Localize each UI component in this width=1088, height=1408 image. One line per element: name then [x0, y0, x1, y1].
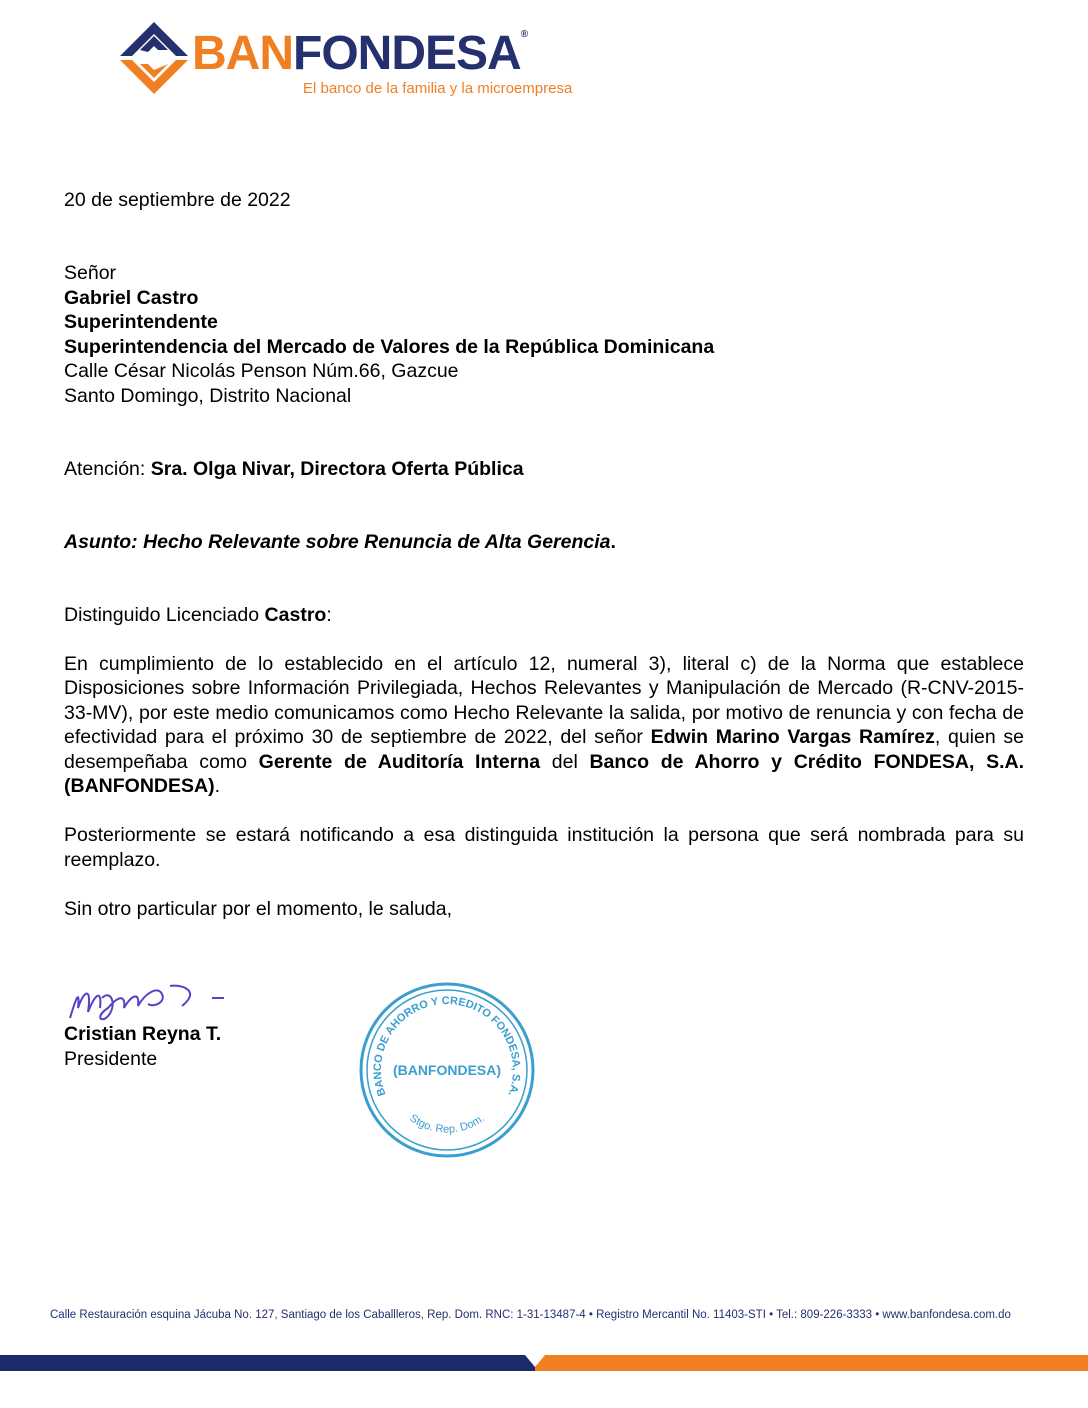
- stamp-bottom-text: Stgo. Rep. Dom.: [407, 1112, 487, 1136]
- banfondesa-logo-icon: [118, 20, 190, 96]
- p1-text-c: del: [540, 750, 590, 773]
- brand-name: [192, 27, 528, 80]
- stamp-center-text: (BANFONDESA): [392, 1062, 502, 1078]
- address-line-2: Santo Domingo, Distrito Nacional: [64, 384, 352, 407]
- subject-text: Asunto: Hecho Relevante sobre Renuncia de Alta Gerencia: [64, 530, 611, 553]
- p1-person-name: Edwin Marino Vargas Ramírez: [650, 726, 935, 748]
- signature-icon: [62, 978, 232, 1022]
- svg-text:Stgo. Rep. Dom.: [407, 1112, 486, 1135]
- attention-value: Sra. Olga Nivar, Directora Oferta Pública: [150, 457, 524, 480]
- letter-body: [64, 188, 1024, 921]
- attention-label: Atención:: [64, 457, 151, 480]
- signer-name: Cristian Reyna T.: [64, 1023, 222, 1045]
- company-stamp: [355, 978, 539, 1162]
- p1-text-a: En cumplimiento de lo establecido en el artículo 12, numeral 3), literal c) de la Norma que establece Disposiciones sobre Información Privilegiada, Hechos Relevantes y Manipulación de Mercado (R-CNV-2015-33-MV), por este medio comunicamos como Hecho Relevante la salida, por motivo de renuncia y con fecha de efectividad para el próximo 30 de septiembre de 2022, del señor: [64, 652, 1024, 748]
- p1-text-b: , quien se desempeñaba como: [64, 726, 1024, 773]
- body-paragraph-3: Sin otro particular por el momento, le saluda,: [64, 897, 453, 920]
- subject-end: .: [610, 530, 616, 553]
- attention-line: [64, 457, 1024, 482]
- p1-text-d: .: [214, 775, 220, 797]
- registered-mark: ®: [520, 29, 528, 40]
- body-paragraph-2: Posteriormente se estará notificando a esa distinguida institución la persona que será nombrada para su reemplazo.: [64, 824, 1024, 871]
- footer-bar-navy: [0, 1355, 525, 1371]
- salutation: Señor: [64, 262, 117, 284]
- p1-bank: Banco de Ahorro y Crédito FONDESA, S.A. (BANFONDESA): [64, 750, 1025, 797]
- greeting-name: Castro: [264, 603, 327, 626]
- recipient-institution: Superintendencia del Mercado de Valores de la República Dominicana: [64, 335, 715, 358]
- stamp-ring-text: BANCO DE AHORRO Y CREDITO FONDESA, S.A.: [371, 995, 523, 1098]
- greeting: [64, 603, 1024, 628]
- recipient-name: Gabriel Castro: [64, 286, 199, 309]
- footer-notch: [520, 1355, 550, 1371]
- recipient-title: Superintendente: [64, 311, 218, 333]
- date: 20 de septiembre de 2022: [64, 189, 291, 211]
- tagline: El banco de la familia y la microempresa: [303, 80, 573, 97]
- address-line-1: Calle César Nicolás Penson Núm.66, Gazcue: [64, 360, 459, 382]
- footer-bar-orange: [545, 1355, 1088, 1371]
- greeting-end: :: [326, 603, 332, 626]
- p1-role: Gerente de Auditoría Interna: [258, 750, 541, 773]
- footer-contact: Calle Restauración esquina Jácuba No. 127, Santiago de los Caballleros, Rep. Dom. RNC: 1-31-13487-4 • Registro Mercantil No. 11403-STI • Tel.: 809-226-3333 • www.banfondesa.com.do: [50, 1309, 1011, 1321]
- brand-part2: FONDESA: [293, 27, 521, 80]
- brand-part1: BAN: [192, 27, 293, 80]
- signer-title: Presidente: [64, 1047, 158, 1070]
- greeting-text: Distinguido Licenciado: [64, 603, 265, 626]
- body-paragraph-1: [64, 652, 1024, 799]
- subject-line: [64, 530, 1024, 555]
